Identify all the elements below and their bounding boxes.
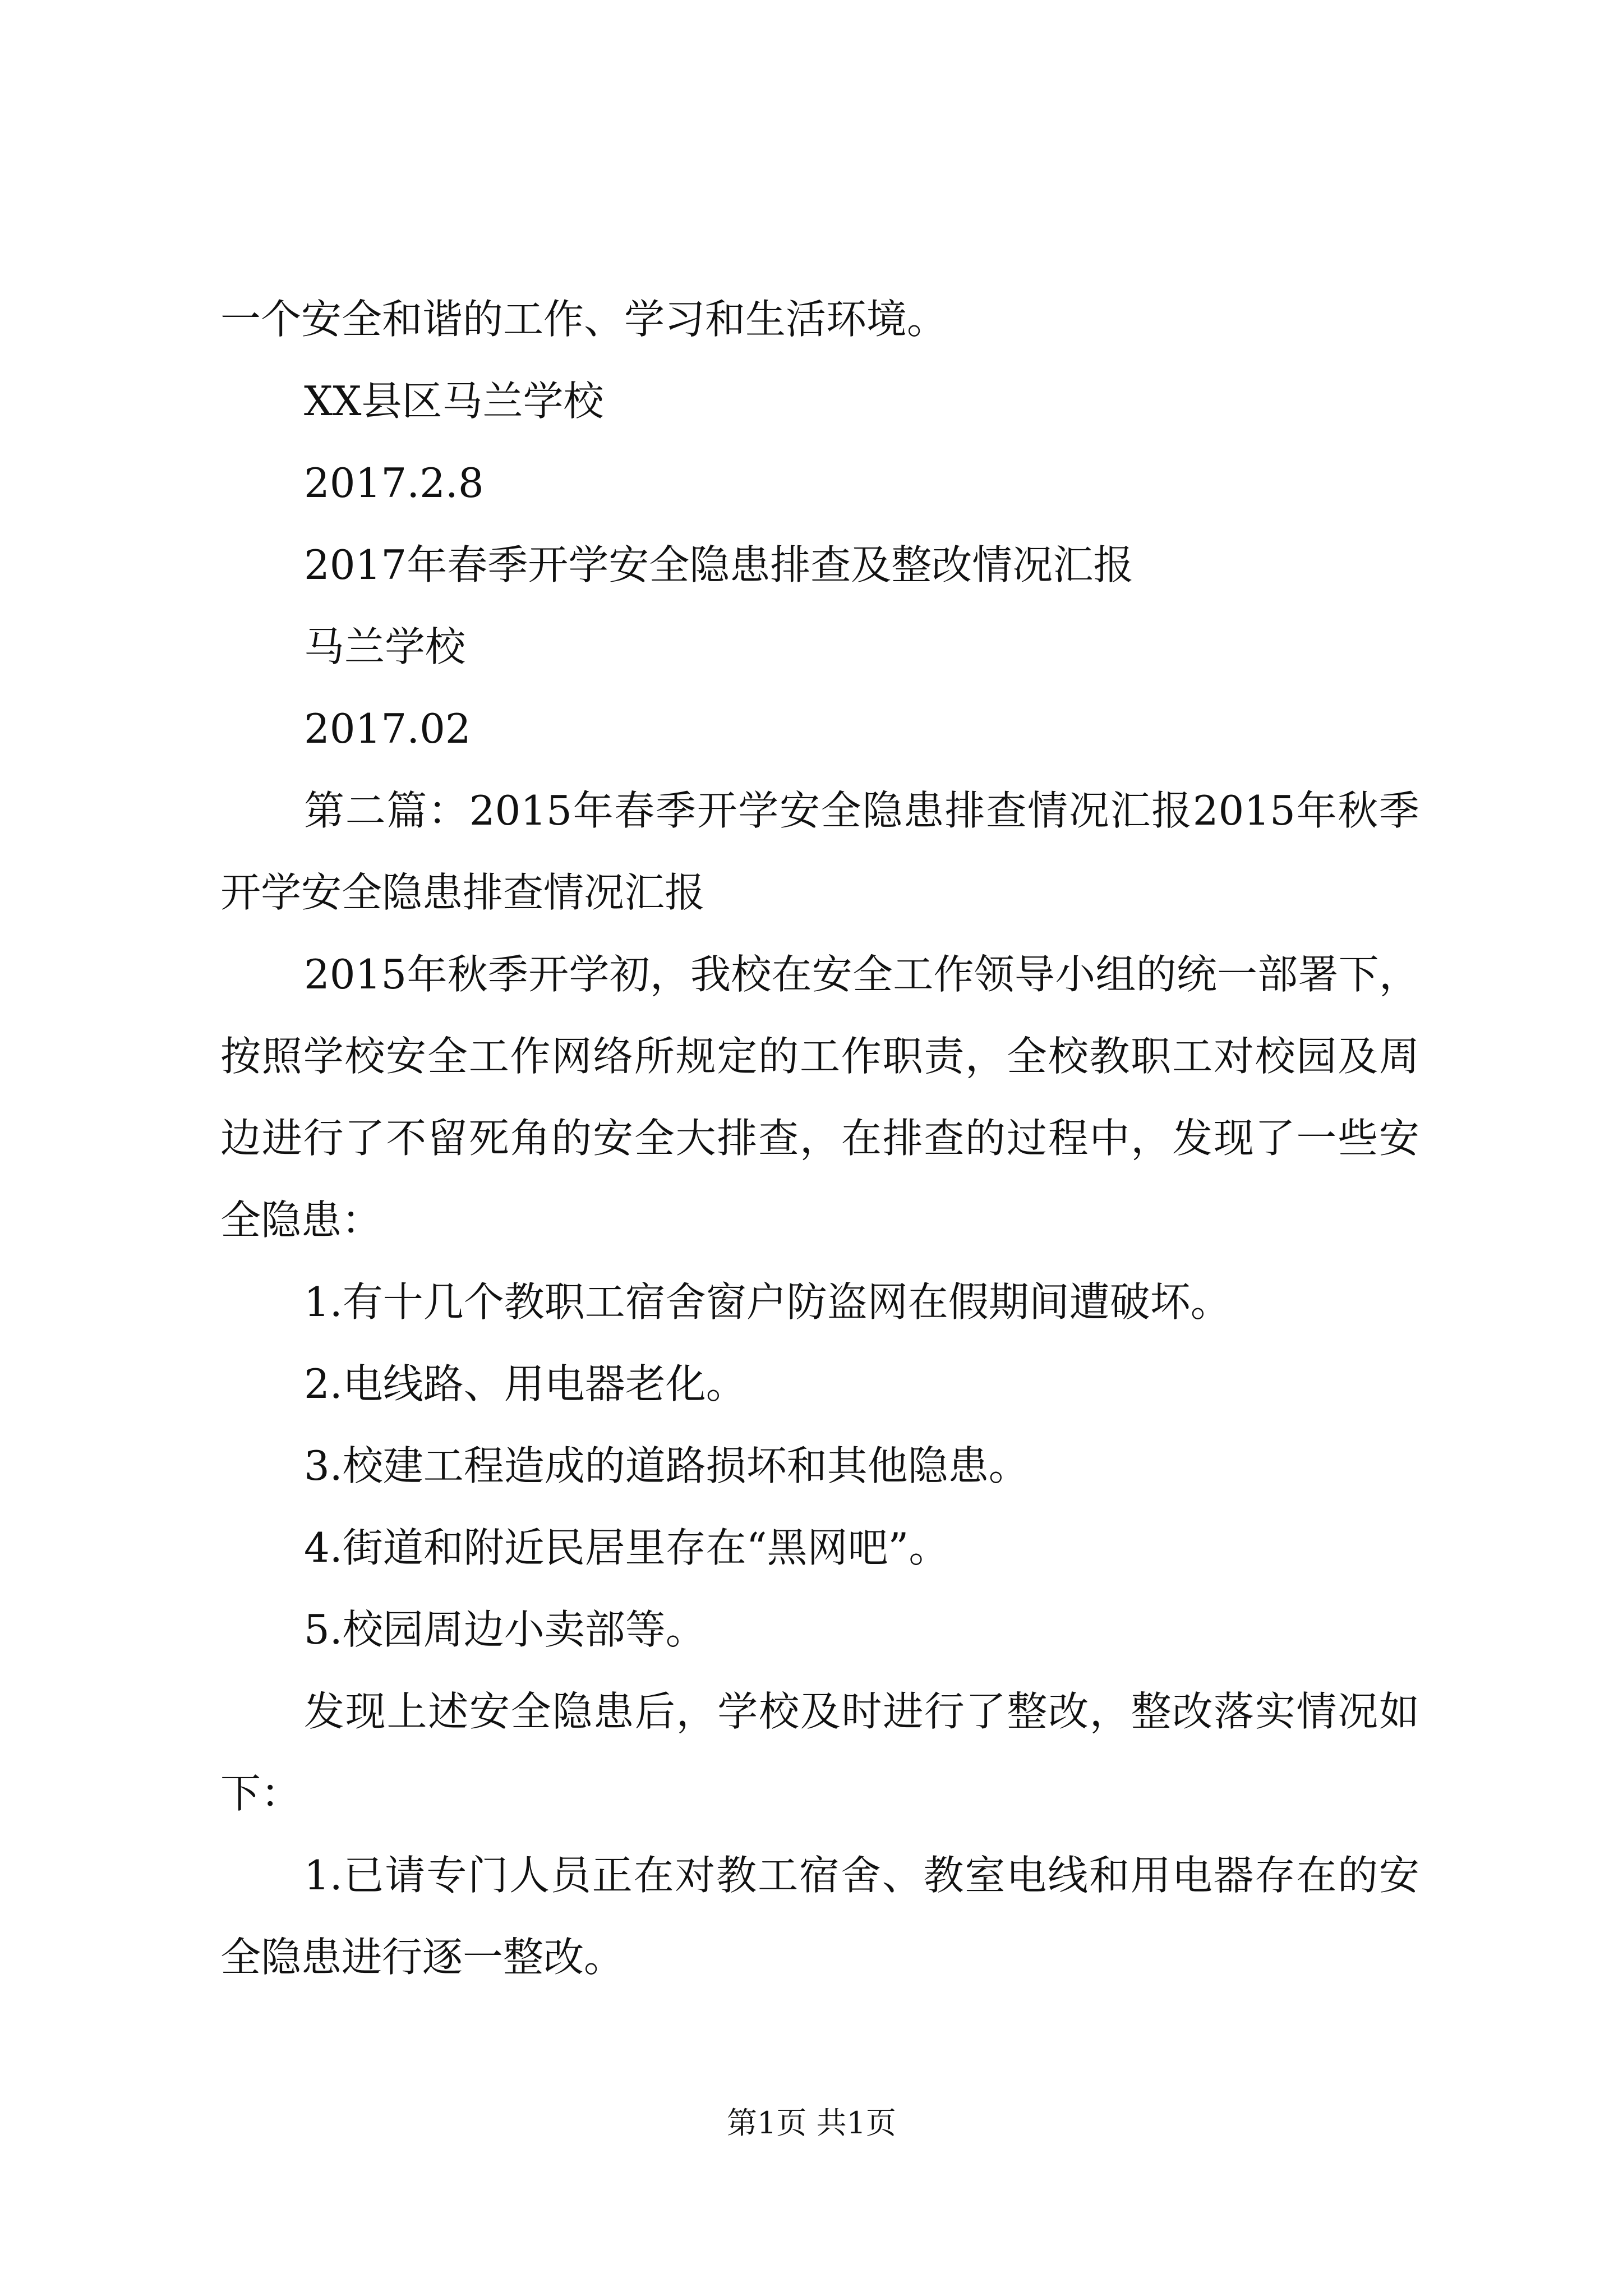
list-item: 2.电线路、用电器老化。 — [304, 1360, 746, 1407]
list-item: 4.街道和附近民居里存在“黑网吧”。 — [304, 1524, 949, 1571]
paragraph: XX县区马兰学校 — [304, 378, 604, 425]
paragraph: 马兰学校 — [304, 623, 466, 670]
page-footer — [0, 2104, 1623, 2143]
paragraph: 2015年秋季开学初，我校在安全工作领导小组的统一部署下，按照学校安全工作网络所规定的工作职责，全校教职工对校园及周边进行了不留死角的安全大排查，在排查的过程中，发现了一些安全隐患： — [220, 951, 1419, 1244]
paragraph: 发现上述安全隐患后，学校及时进行了整改，整改落实情况如下： — [220, 1688, 1419, 1817]
list-item: 3.校建工程造成的道路损坏和其他隐患。 — [304, 1442, 1029, 1489]
paragraph: 一个安全和谐的工作、学习和生活环境。 — [220, 296, 948, 343]
paragraph: 2017.2.8 — [304, 459, 484, 507]
list-item: 5.校园周边小卖部等。 — [304, 1606, 706, 1653]
paragraph: 第二篇：2015年春季开学安全隐患排查情况汇报2015年秋季开学安全隐患排查情况汇报 — [220, 787, 1419, 916]
list-item: 1.已请专门人员正在对教工宿舍、教室电线和用电器存在的安全隐患进行逐一整改。 — [220, 1852, 1419, 1981]
paragraph: 2017年春季开学安全隐患排查及整改情况汇报 — [304, 541, 1134, 588]
page-number-label: 第1页 共1页 — [727, 2105, 896, 2141]
document-body — [220, 278, 1419, 1998]
paragraph: 2017.02 — [304, 705, 471, 752]
list-item: 1.有十几个教职工宿舍窗户防盗网在假期间遭破坏。 — [304, 1278, 1231, 1326]
